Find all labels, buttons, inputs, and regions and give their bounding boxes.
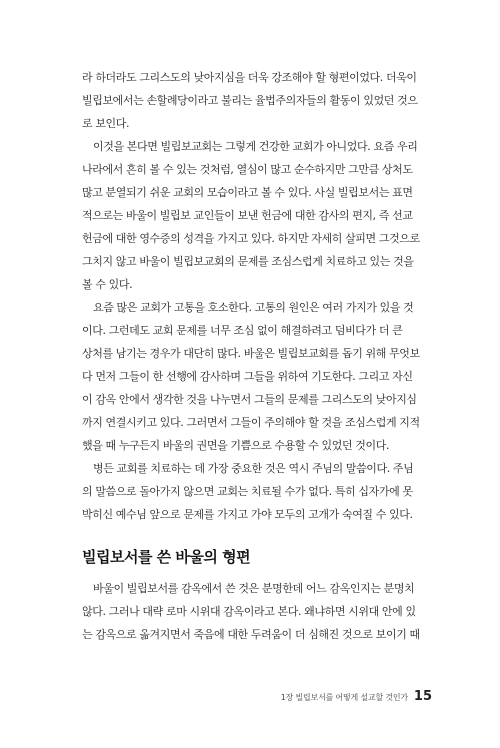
section-heading: 빌립보서를 쓴 바울의 형편 [82, 548, 251, 566]
section-paragraph: 바울이 빌립보서를 감옥에서 쓴 것은 분명한데 어느 감옥인지는 분명치 않다. 그러나 대략 로마 시위대 감옥이라고 본다. 왜냐하면 시위대 안에 있 는 감옥으로 옮겨지면서 죽음에 대한 두려움이 더 심해진 것으로 보이기 때 [82, 582, 420, 641]
page-footer [281, 689, 432, 704]
paragraph-2: 이것을 본다면 빌립보교회는 그렇게 건강한 교회가 아니었다. 요즘 우리 나라에서 흔히 볼 수 있는 것처럼, 열심이 많고 순수하지만 그만큼 상처도 많고 분열되기 쉬운 교회의 모습이라고 볼 수 있다. 사실 빌립보서는 표면 적으로는 바울이 빌립보 교인들이 보낸 헌금에 대한 감사의 편지, 즉 선교 헌금에 대한 영수증의 성격을 가지고 있다. 하지만 자세히 살피면 그것으로 그치지 않고 바울이 빌립보교회의 문제를 조심스럽게 치료하고 있는 것을 볼 수 있다. [82, 140, 420, 291]
paragraph-3: 요즘 많은 교회가 고통을 호소한다. 고통의 원인은 여러 가지가 있을 것 이다. 그런데도 교회 문제를 너무 조심 없이 해결하려고 덤비다가 더 큰 상처를 남기는 경우가 대단히 많다. 바울은 빌립보교회를 돕기 위해 무엇보 다 먼저 그들이 한 선행에 감사하며 그들을 위하여 기도한다. 그리고 자신 이 감옥 안에서 생각한 것을 나누면서 그들의 문제를 그리스도의 낮아지심 까지 연결시키고 있다. 그러면서 그들이 주의해야 할 것을 조심스럽게 지적 했을 때 누구든지 바울의 권면을 기쁨으로 수용할 수 있었던 것이다. [82, 301, 420, 452]
paragraph-1: 라 하더라도 그리스도의 낮아지심을 더욱 강조해야 할 형편이었다. 더욱이 빌립보에서는 손할례당이라고 불리는 율법주의자들의 활동이 있었던 것으 로 보인다. [82, 71, 418, 130]
running-head: 1장 빌립보서를 어떻게 설교할 것인가 [280, 693, 408, 702]
paragraph-4: 병든 교회를 치료하는 데 가장 중요한 것은 역시 주님의 말씀이다. 주님 의 말씀으로 돌아가지 않으면 교회는 치료될 수가 없다. 특히 십자가에 못 박히신 예수님 앞으로 문제를 가지고 가야 모두의 고개가 숙여질 수 있다. [82, 462, 414, 521]
page-number: 15 [413, 689, 432, 704]
body-text [82, 66, 432, 526]
section-body [82, 577, 432, 646]
